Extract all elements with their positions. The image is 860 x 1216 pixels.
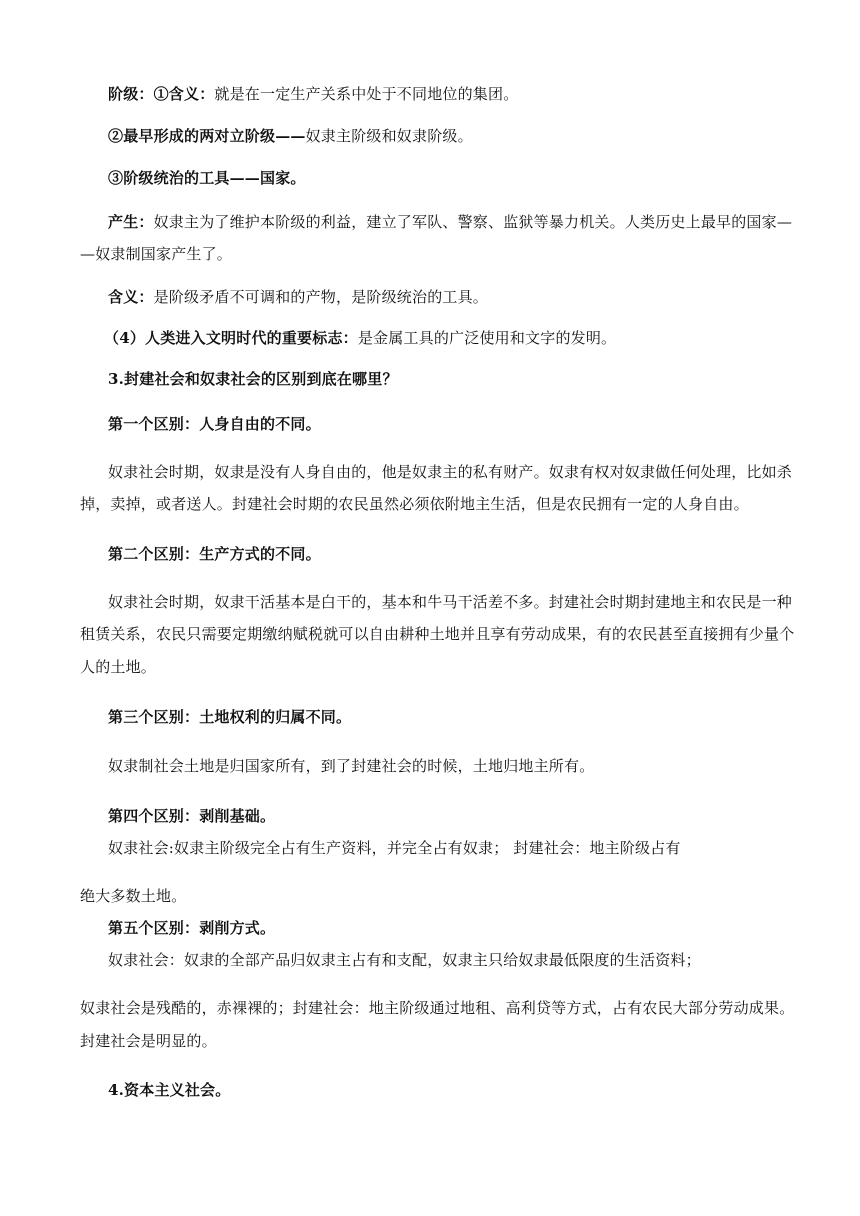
- difference-2-line1: 奴隶社会时期，奴隶干活基本是白干的，基本和牛马干活差不多。封建社会时期封建地主和农民是一种: [108, 593, 793, 611]
- state-origin-line2: —奴隶制国家产生了。: [80, 245, 233, 263]
- class-definition-label: 阶级：①含义：: [108, 85, 215, 103]
- state-origin-text1: 奴隶主为了维护本阶级的利益，建立了军队、警察、监狱等暴力机关。人类历史上最早的国家—: [153, 213, 793, 231]
- state-origin-line1: [108, 212, 792, 232]
- difference-3-heading: 第三个区别：土地权利的归属不同。: [108, 708, 352, 726]
- difference-3-line1: 奴隶制社会土地是归国家所有，到了封建社会的时候，土地归地主所有。: [108, 757, 595, 775]
- difference-2-line3: 人的土地。: [80, 658, 157, 676]
- state-meaning: [108, 287, 488, 307]
- difference-1-heading: 第一个区别：人身自由的不同。: [108, 415, 321, 433]
- civilization-sign-label: （4）人类进入文明时代的重要标志：: [104, 329, 358, 347]
- state-meaning-text: 是阶级矛盾不可调和的产物，是阶级统治的工具。: [153, 288, 489, 306]
- section-3-heading: 3.封建社会和奴隶社会的区别到底在哪里？: [108, 370, 398, 388]
- earliest-classes: [108, 126, 473, 146]
- class-definition-text: 就是在一定生产关系中处于不同地位的集团。: [214, 85, 519, 103]
- earliest-classes-label: ②最早形成的两对立阶级——: [108, 127, 306, 145]
- difference-5-line2: 奴隶社会是残酷的，赤裸裸的；封建社会：地主阶级通过地租、高利贷等方式，占有农民大部分劳动成果。: [80, 999, 795, 1017]
- difference-2-heading: 第二个区别：生产方式的不同。: [108, 545, 321, 563]
- earliest-classes-text: 奴隶主阶级和奴隶阶级。: [305, 127, 473, 145]
- difference-1-line1: 奴隶社会时期，奴隶是没有人身自由的，他是奴隶主的私有财产。奴隶有权对奴隶做任何处理，比如杀: [108, 463, 793, 481]
- difference-5-line3: 封建社会是明显的。: [80, 1032, 217, 1050]
- civilization-sign-text: 是金属工具的广泛使用和文字的发明。: [357, 329, 617, 347]
- state-tool-heading: ③阶级统治的工具——国家。: [108, 169, 306, 187]
- difference-2-line2: 租赁关系，农民只需要定期缴纳赋税就可以自由耕种土地并且享有劳动成果，有的农民甚至直接拥有少量个: [80, 625, 795, 643]
- difference-5-line1: 奴隶社会：奴隶的全部产品归奴隶主占有和支配，奴隶主只给奴隶最低限度的生活资料；: [108, 951, 701, 969]
- difference-4-line1: 奴隶社会:奴隶主阶级完全占有生产资料，并完全占有奴隶； 封建社会：地主阶级占有: [108, 839, 681, 857]
- state-meaning-label: 含义：: [108, 288, 154, 306]
- civilization-sign: [104, 328, 616, 348]
- difference-5-heading: 第五个区别：剥削方式。: [108, 919, 276, 937]
- difference-1-line2: 掉，卖掉，或者送人。封建社会时期的农民虽然必须依附地主生活，但是农民拥有一定的人身自由。: [80, 495, 749, 513]
- section-4-heading: 4.资本主义社会。: [108, 1081, 231, 1099]
- state-origin-label: 产生：: [108, 213, 154, 231]
- difference-4-heading: 第四个区别：剥削基础。: [108, 807, 276, 825]
- difference-4-line2: 绝大多数土地。: [80, 887, 187, 905]
- class-definition: [108, 84, 518, 104]
